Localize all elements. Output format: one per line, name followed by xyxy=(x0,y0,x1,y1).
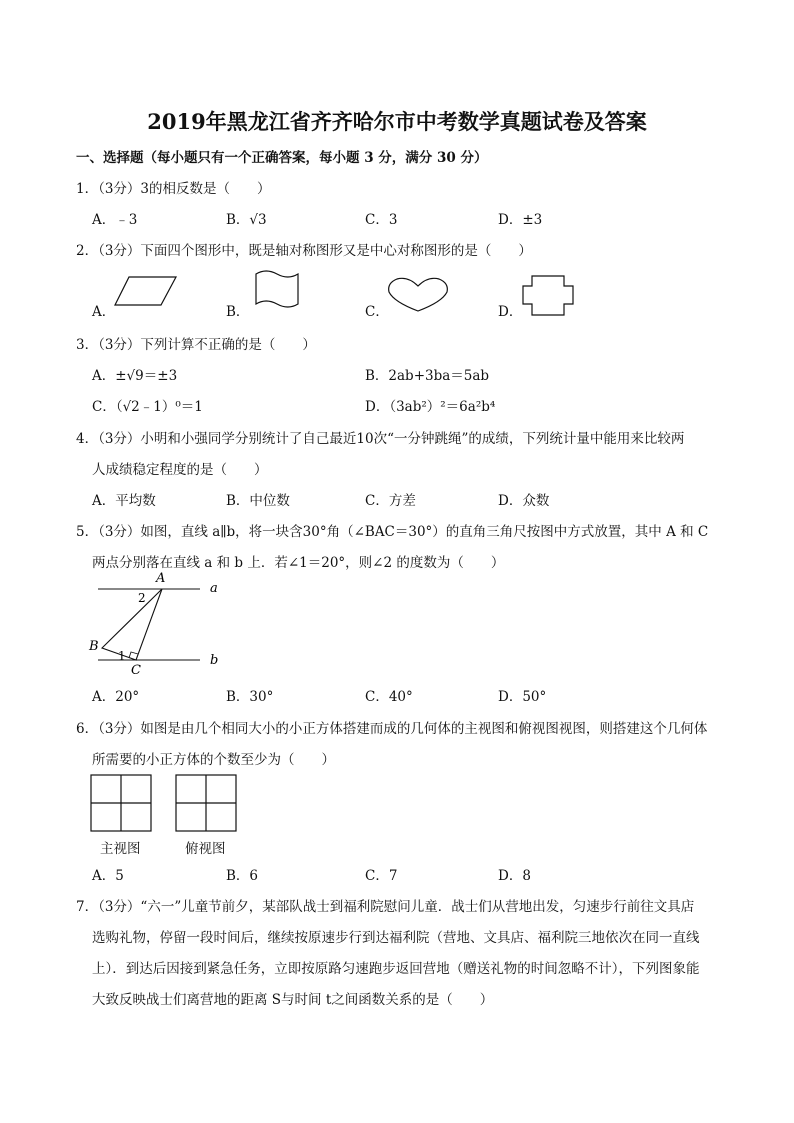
question-6-line-2: 所需要的小正方体的个数至少为（ ） xyxy=(92,752,335,768)
question-1-stem: 1．（3分）3的相反数是（ ） xyxy=(76,181,271,197)
question-7-line-3: 上）．到达后因接到紧急任务，立即按原路匀速跑步返回营地（赠送礼物的时间忽略不计），下列图象能 xyxy=(92,961,700,977)
label-B: B xyxy=(89,639,99,654)
q6-option-a: A．5 xyxy=(92,868,124,884)
q5-option-a: A．20° xyxy=(92,689,140,705)
q1-option-b: B．√3 xyxy=(226,212,267,228)
question-2-stem: 2．（3分）下面四个图形中，既是轴对称图形又是中心对称图形的是（ ） xyxy=(76,243,532,259)
q3-option-a: A．±√9＝±3 xyxy=(92,368,178,384)
triangle-abc xyxy=(102,589,162,660)
question-4-line-1: 4．（3分）小明和小强同学分别统计了自己最近10次“一分钟跳绳”的成绩，下列统计量中能用来比较两 xyxy=(76,431,685,447)
front-view-caption: 主视图 xyxy=(100,841,141,857)
q2-option-c: C． xyxy=(365,304,389,320)
q6-option-b: B．6 xyxy=(226,868,259,884)
q1-option-d: D．±3 xyxy=(498,212,543,228)
angle-1-label: 1 xyxy=(118,649,126,663)
question-7-line-4: 大致反映战士们离营地的距离 S与时间 t之间函数关系的是（ ） xyxy=(92,992,494,1008)
q2-option-b: B． xyxy=(226,304,250,320)
q2-option-a: A． xyxy=(92,304,116,320)
q5-option-c: C．40° xyxy=(365,689,413,705)
q4-option-c: C．方差 xyxy=(365,493,416,509)
section-heading: 一、选择题（每小题只有一个正确答案，每小题 3 分，满分 30 分） xyxy=(76,150,488,166)
q6-option-c: C．7 xyxy=(365,868,398,884)
q5-option-d: D．50° xyxy=(498,689,547,705)
q4-option-d: D．众数 xyxy=(498,493,550,509)
label-a: a xyxy=(210,581,218,596)
label-A: A xyxy=(156,571,166,586)
top-view-caption: 俯视图 xyxy=(185,841,226,857)
front-view-grid xyxy=(90,774,154,834)
q2-option-d: D． xyxy=(498,304,523,320)
page-title: 2019年黑龙江省齐齐哈尔市中考数学真题试卷及答案 xyxy=(147,109,647,134)
parallel-lines-triangle-figure xyxy=(84,568,234,680)
question-4-line-2: 人成绩稳定程度的是（ ） xyxy=(92,462,268,478)
parallelogram-figure xyxy=(113,274,179,308)
flag-figure xyxy=(253,268,301,310)
question-3-stem: 3．（3分）下列计算不正确的是（ ） xyxy=(76,337,316,353)
top-view-grid xyxy=(175,774,239,834)
q5-option-b: B．30° xyxy=(226,689,274,705)
q4-option-b: B．中位数 xyxy=(226,493,290,509)
q3-option-d: D．（3ab²）²＝6a²b⁴ xyxy=(365,399,496,415)
label-C: C xyxy=(131,663,141,678)
q1-option-c: C．3 xyxy=(365,212,398,228)
question-6-line-1: 6．（3分）如图是由几个相同大小的小正方体搭建而成的几何体的主视图和俯视图视图，则搭建这个几何体 xyxy=(76,721,708,737)
cross-figure xyxy=(521,274,575,318)
question-5-line-1: 5．（3分）如图，直线 a∥b，将一块含30°角（∠BAC＝30°）的直角三角尺按图中方式放置，其中 A 和 C xyxy=(76,524,709,540)
angle-2-label: 2 xyxy=(138,591,146,605)
q4-option-a: A．平均数 xyxy=(92,493,156,509)
q6-option-d: D．8 xyxy=(498,868,531,884)
question-7-line-2: 选购礼物，停留一段时间后，继续按原速步行到达福利院（营地、文具店、福利院三地依次在同一直线 xyxy=(92,930,700,946)
label-b: b xyxy=(210,653,219,668)
q3-option-c: C．（√2﹣1）⁰＝1 xyxy=(92,399,203,415)
q3-option-b: B．2ab+3ba＝5ab xyxy=(365,368,490,384)
question-7-line-1: 7．（3分）“六一”儿童节前夕，某部队战士到福利院慰问儿童．战士们从营地出发，匀速步行前往文具店 xyxy=(76,899,695,915)
q1-option-a: A．﹣3 xyxy=(92,212,138,228)
question-5-line-2: 两点分别落在直线 a 和 b 上．若∠1＝20°，则∠2 的度数为（ ） xyxy=(92,555,505,571)
heart-figure xyxy=(386,274,450,314)
